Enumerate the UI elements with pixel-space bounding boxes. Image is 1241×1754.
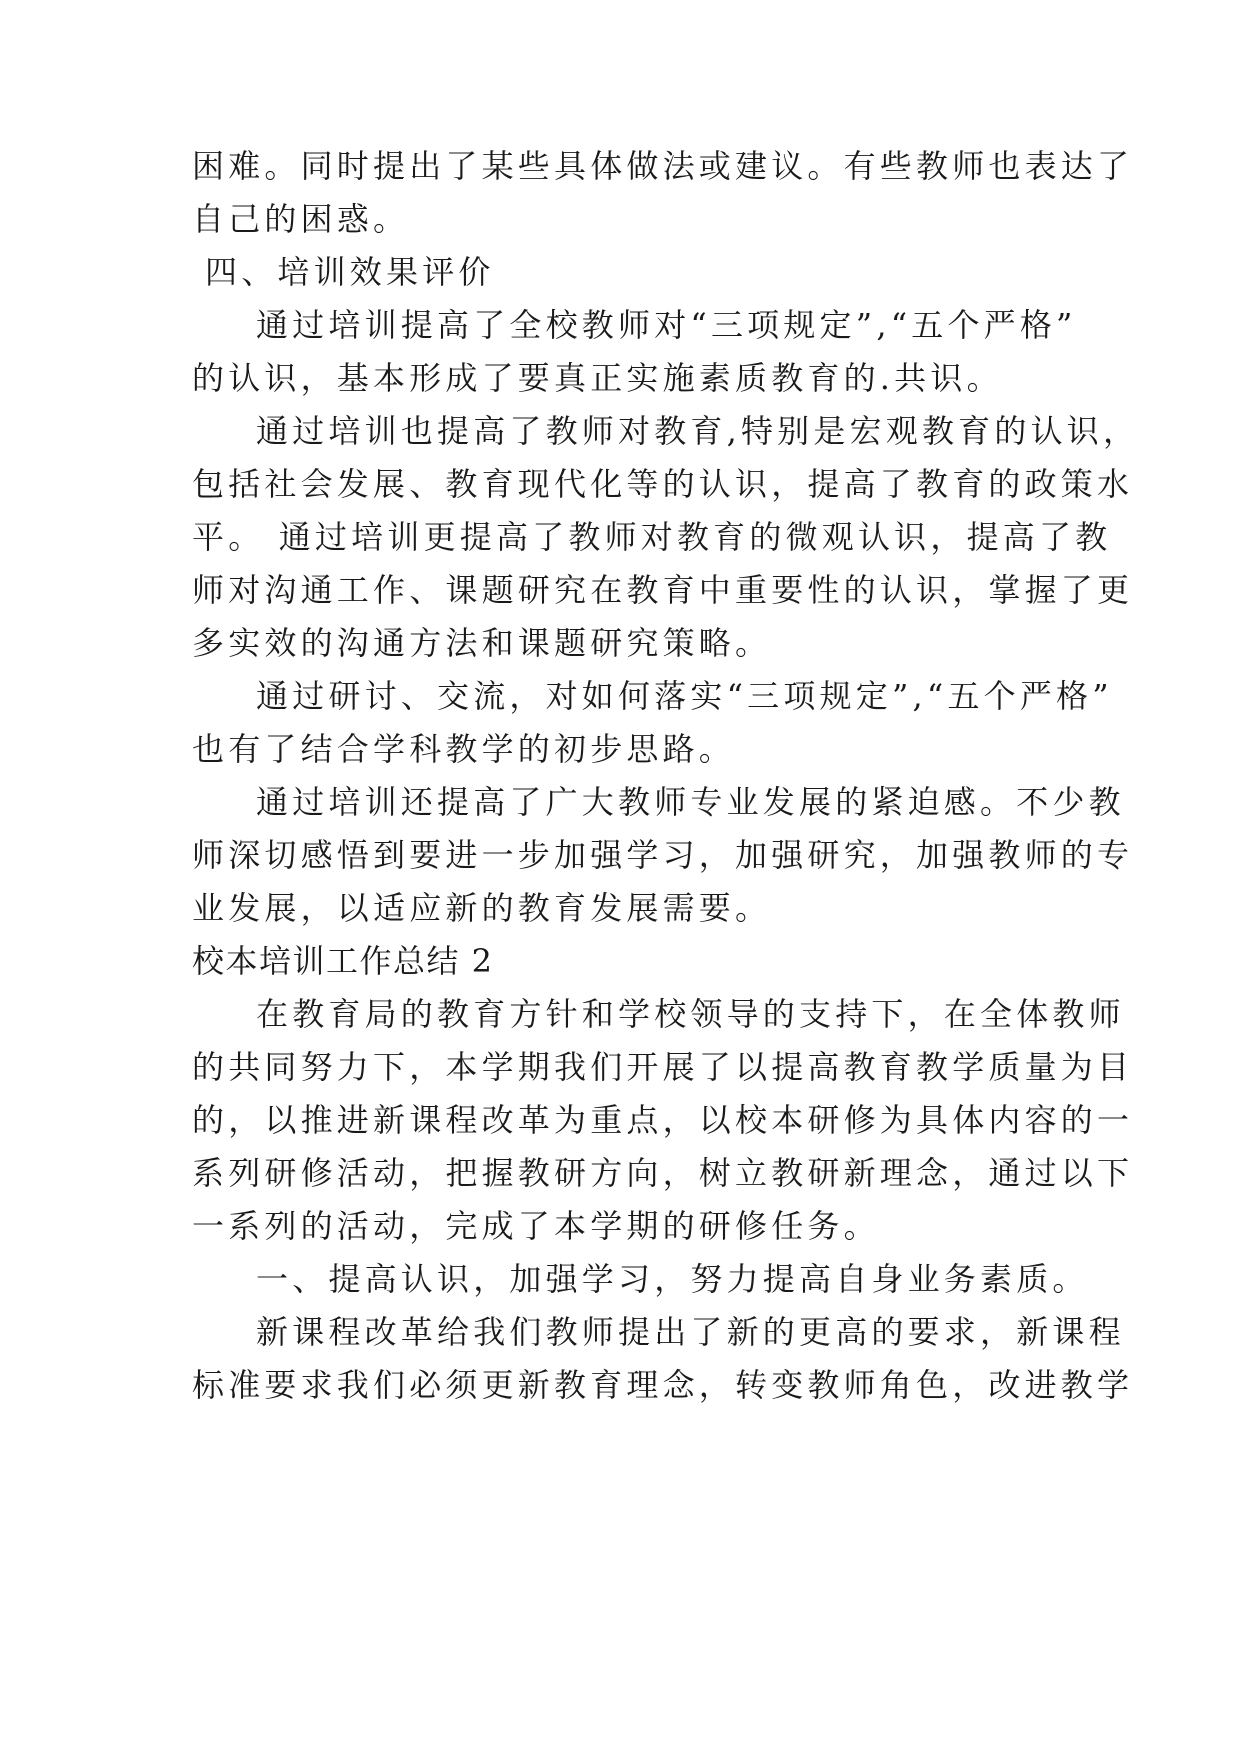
section-heading: 四、培训效果评价 <box>205 253 495 291</box>
body-text-line: 在教育局的教育方针和学校领导的支持下，在全体教师 <box>256 995 1125 1033</box>
body-text-line: 平。 通过培训更提高了教师对教育的微观认识，提高了教 <box>192 518 1112 556</box>
body-text-line: 多实效的沟通方法和课题研究策略。 <box>192 624 772 662</box>
body-text-line: 包括社会发展、教育现代化等的认识，提高了教育的政策水 <box>192 465 1134 503</box>
body-text-line: 困难。同时提出了某些具体做法或建议。有些教师也表达了 <box>192 147 1134 185</box>
body-text-line: 也有了结合学科教学的初步思路。 <box>192 730 736 768</box>
body-text-line: 自己的困惑。 <box>192 200 410 238</box>
body-text-line: 的，以推进新课程改革为重点，以校本研修为具体内容的一 <box>192 1101 1134 1139</box>
body-text-line: 通过研讨、交流，对如何落实“三项规定”,“五个严格” <box>256 677 1113 715</box>
body-text-line: 师深切感悟到要进一步加强学习，加强研究，加强教师的专 <box>192 836 1134 874</box>
body-text-line: 通过培训也提高了教师对教育,特别是宏观教育的认识， <box>256 412 1140 450</box>
body-text-line: 师对沟通工作、课题研究在教育中重要性的认识，掌握了更 <box>192 571 1134 609</box>
body-text-line: 系列研修活动，把握教研方向，树立教研新理念，通过以下 <box>192 1154 1134 1192</box>
body-text-line: 标准要求我们必须更新教育理念，转变教师角色，改进教学 <box>192 1366 1134 1404</box>
body-text-line: 新课程改革给我们教师提出了新的更高的要求，新课程 <box>256 1313 1125 1351</box>
body-text-line: 业发展，以适应新的教育发展需要。 <box>192 889 772 927</box>
body-text-line: 通过培训还提高了广大教师专业发展的紧迫感。不少教 <box>256 783 1125 821</box>
summary-title: 校本培训工作总结 2 <box>192 942 494 980</box>
body-text-line: 的认识，基本形成了要真正实施素质教育的.共识。 <box>192 359 1003 397</box>
body-text-line: 一系列的活动，完成了本学期的研修任务。 <box>192 1207 880 1245</box>
body-text-line: 通过培训提高了全校教师对“三项规定”,“五个严格” <box>256 306 1077 344</box>
body-text-line: 的共同努力下，本学期我们开展了以提高教育教学质量为目 <box>192 1048 1134 1086</box>
subheading: 一、提高认识，加强学习，努力提高自身业务素质。 <box>256 1260 1089 1298</box>
